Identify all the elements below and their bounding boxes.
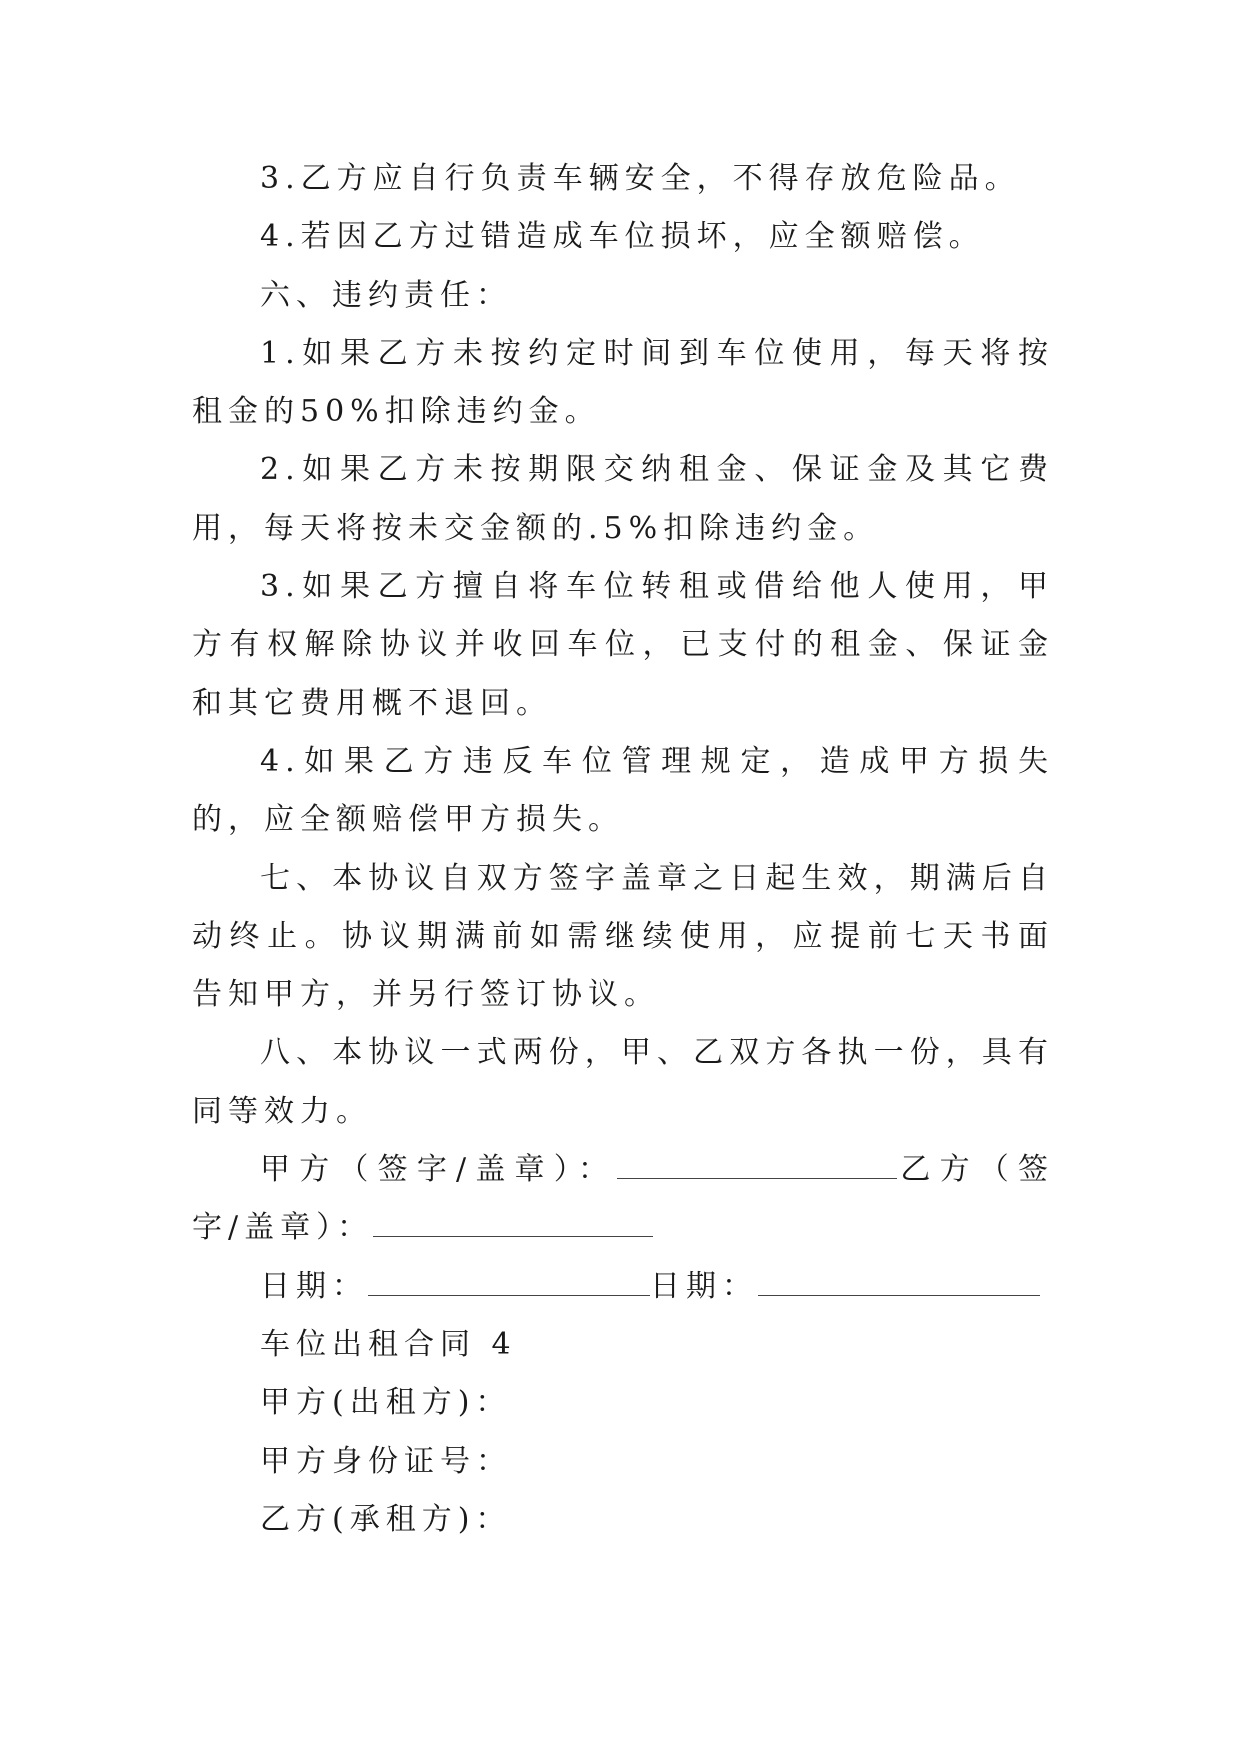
date-a-blank[interactable] [368,1294,650,1296]
contract-4-title: 车位出租合同 4 [260,1326,517,1362]
clause-5-3: 3.乙方应自行负责车辆安全，不得存放危险品。 [260,161,1021,196]
document-body [192,150,1054,1549]
section-7: 七、本协议自双方签字盖章之日起生效，期满后自动终止。协议期满前如需继续使用，应提前七天书面告知甲方，并另行签订协议。 [192,860,1054,1013]
date-line [192,1258,1054,1316]
section-8: 八、本协议一式两份，甲、乙双方各执一份，具有同等效力。 [192,1035,1054,1129]
section-6-heading: 六、违约责任： [260,277,512,313]
clause-5-4: 4.若因乙方过错造成车位损坏，应全额赔偿。 [260,219,985,255]
date-b-label: 日期： [650,1268,758,1304]
party-b-signature-blank[interactable] [373,1235,653,1237]
date-b-blank[interactable] [758,1294,1040,1296]
date-a-label: 日期： [260,1268,368,1304]
clause-6-2: 2.如果乙方未按期限交纳租金、保证金及其它费用，每天将按未交金额的.5%扣除违约金。 [192,452,1054,546]
clause-6-1: 1.如果乙方未按约定时间到车位使用，每天将按租金的50%扣除违约金。 [192,335,1054,430]
clause-6-3: 3.如果乙方擅自将车位转租或借给他人使用，甲方有权解除协议并收回车位，已支付的租金、保证金和其它费用概不退回。 [192,569,1054,721]
party-a-signature-label: 甲方（签字/盖章）： [260,1152,618,1188]
lessor-line: 甲方(出租方)： [260,1385,512,1421]
signature-line [192,1141,1054,1258]
lessee-line: 乙方(承租方)： [260,1501,512,1537]
lessor-id-line: 甲方身份证号： [260,1443,512,1479]
party-b-signature-label: 乙方（签字/盖章）： [192,1152,1054,1246]
party-a-signature-blank[interactable] [617,1177,897,1179]
clause-6-4: 4.如果乙方违反车位管理规定，造成甲方损失的，应全额赔偿甲方损失。 [192,743,1054,838]
